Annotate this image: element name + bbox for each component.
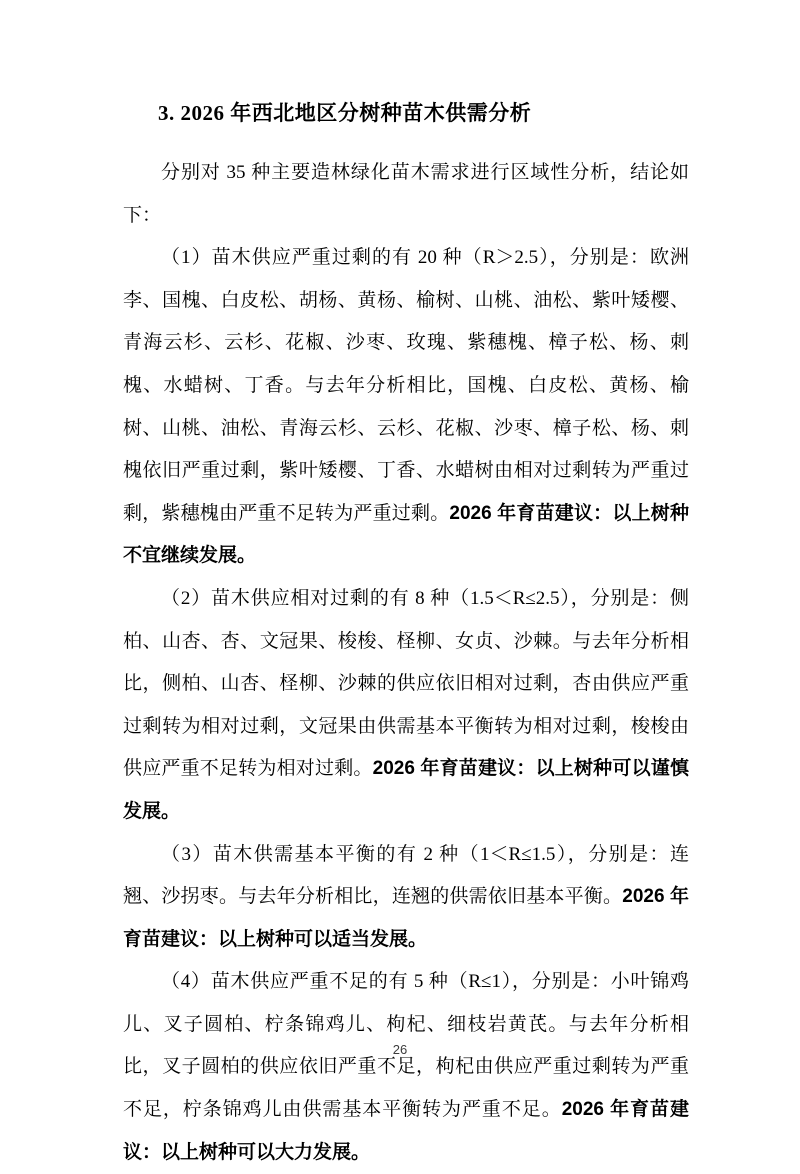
recommendation-text: 2026 年育苗建议：以上树种可以谨慎发展。 xyxy=(123,758,689,822)
intro-paragraph: 分别对 35 种主要造林绿化苗木需求进行区域性分析，结论如下： xyxy=(123,162,689,226)
page-number: 26 xyxy=(392,1042,408,1057)
analysis-paragraph-severe-surplus xyxy=(123,237,689,578)
paragraph-body-text: （2）苗木供应相对过剩的有 8 种（1.5＜R≤2.5），分别是：侧柏、山杏、杏、文冠果、梭梭、柽柳、女贞、沙棘。与去年分析相比，侧柏、山杏、柽柳、沙棘的供应依旧相对过剩，杏由供应严重过剩转为相对过剩，文冠果由供需基本平衡转为相对过剩，梭梭由供应严重不足转为相对过剩。 xyxy=(123,587,689,780)
paragraph-body-text: （3）苗木供需基本平衡的有 2 种（1＜R≤1.5），分别是：连翘、沙拐枣。与去年分析相比，连翘的供需依旧基本平衡。 xyxy=(123,843,689,908)
analysis-paragraph-balanced xyxy=(123,834,689,962)
section-heading: 3. 2026 年西北地区分树种苗木供需分析 xyxy=(158,101,532,125)
recommendation-text: 2026 年育苗建议：以上树种可以大力发展。 xyxy=(123,1099,689,1163)
analysis-paragraph-severe-shortage xyxy=(123,961,689,1174)
paragraph-body-text: （1）苗木供应严重过剩的有 20 种（R＞2.5），分别是：欧洲李、国槐、白皮松、胡杨、黄杨、榆树、山桃、油松、紫叶矮樱、青海云杉、云杉、花椒、沙枣、玫瑰、紫穗槐、樟子松、杨、刺槐、水蜡树、丁香。与去年分析相比，国槐、白皮松、黄杨、榆树、山桃、油松、青海云杉、云杉、花椒、沙枣、樟子松、杨、刺槐依旧严重过剩，紫叶矮樱、丁香、水蜡树由相对过剩转为严重过剩，紫穗槐由严重不足转为严重过剩。 xyxy=(123,247,689,524)
analysis-paragraph-relative-surplus xyxy=(123,578,689,834)
recommendation-text: 2026 年育苗建议：以上树种不宜继续发展。 xyxy=(123,502,689,567)
recommendation-text: 2026 年育苗建议：以上树种可以适当发展。 xyxy=(123,886,689,950)
page-content xyxy=(123,92,689,1174)
paragraph-body-text: （4）苗木供应严重不足的有 5 种（R≤1），分别是：小叶锦鸡儿、叉子圆柏、柠条锦鸡儿、枸杞、细枝岩黄芪。与去年分析相比，叉子圆柏的供应依旧严重不足，枸杞由供应严重过剩转为严重不足，柠条锦鸡儿由供需基本平衡转为严重不足。 xyxy=(123,971,689,1121)
